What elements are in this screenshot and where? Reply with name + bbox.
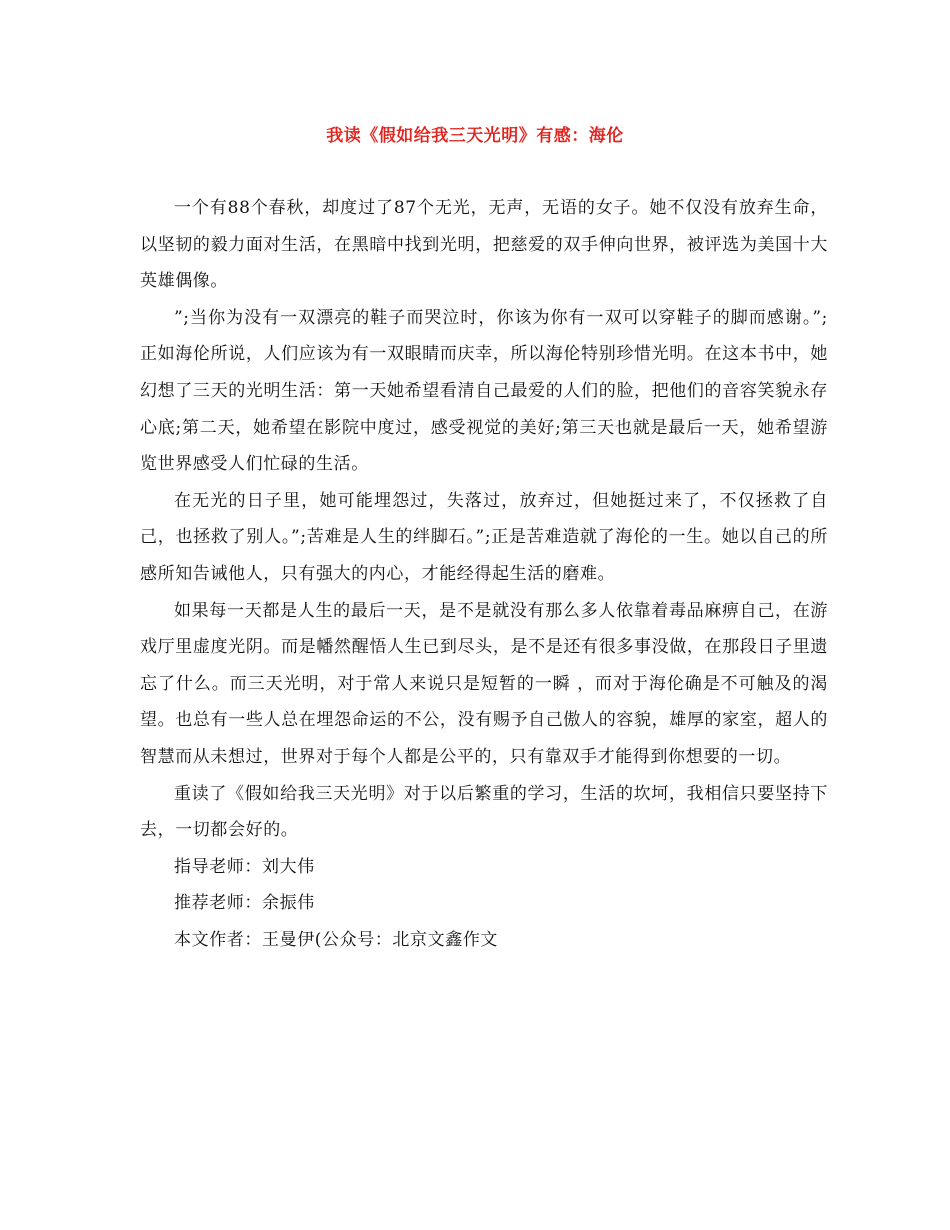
paragraph-5: 重读了《假如给我三天光明》对于以后繁重的学习，生活的坎坷，我相信只要坚持下去，一切都会好的。 (140, 783, 828, 841)
advisor-line: 指导老师：刘大伟 (174, 856, 315, 877)
document-body (140, 190, 828, 958)
document-title: 我读《假如给我三天光明》有感：海伦 (326, 126, 624, 146)
paragraph-2: ”;当你为没有一双漂亮的鞋子而哭泣时，你该为你有一双可以穿鞋子的脚而感谢。”;正如海伦所说，人们应该为有一双眼睛而庆幸，所以海伦特别珍惜光明。在这本书中，她幻想了三天的光明生活：第一天她希望看清自己最爱的人们的脸，把他们的音容笑貌永存心底;第二天，她希望在影院中度过，感受视觉的美好;第三天也就是最后一天，她希望游览世界感受人们忙碌的生活。 (140, 307, 828, 475)
recommender-line: 推荐老师：余振伟 (174, 893, 315, 914)
paragraph-3: 在无光的日子里，她可能埋怨过，失落过，放弃过，但她挺过来了，不仅拯救了自己，也拯救了别人。”;苦难是人生的绊脚石。”;正是苦难造就了海伦的一生。她以自己的所感所知告诫他人，只有强大的内心，才能经得起生活的磨难。 (140, 490, 828, 584)
author-line: 本文作者：王曼伊(公众号：北京文鑫作文 (174, 929, 499, 950)
paragraph-1: 一个有88个春秋，却度过了87个无光，无声，无语的女子。她不仅没有放弃生命，以坚韧的毅力面对生活，在黑暗中找到光明，把慈爱的双手伸向世界，被评选为美国十大英雄偶像。 (140, 198, 828, 292)
paragraph-4: 如果每一天都是人生的最后一天，是不是就没有那么多人依靠着毒品麻痹自己，在游戏厅里虚度光阴。而是幡然醒悟人生已到尽头，是不是还有很多事没做，在那段日子里遗忘了什么。而三天光明，对于常人来说只是短暂的一瞬 ，而对于海伦确是不可触及的渴望。也总有一些人总在埋怨命运的不公，没有赐予自己傲人的容貌，雄厚的家室，超人的智慧而从未想过，世界对于每个人都是公平的，只有靠双手才能得到你想要的一切。 (140, 600, 828, 767)
